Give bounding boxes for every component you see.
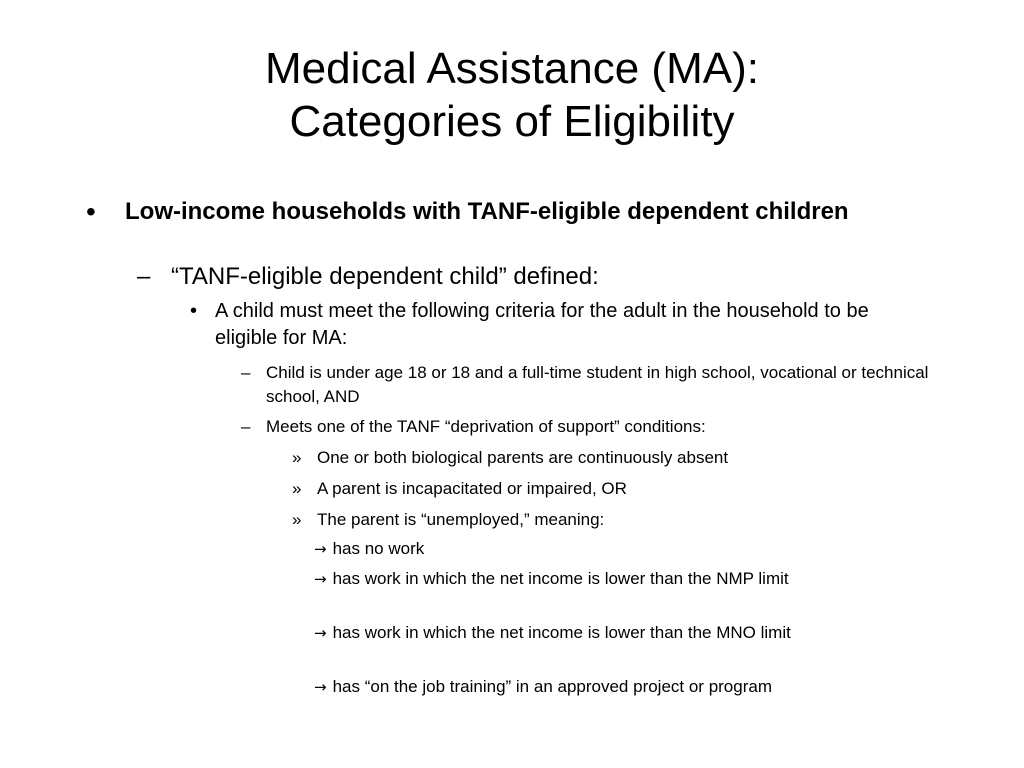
condition-parent-incapacitated: A parent is incapacitated or impaired, OR [317,479,627,498]
criterion-deprivation: Meets one of the TANF “deprivation of support” conditions: [266,417,706,436]
title-line-2: Categories of Eligibility [289,97,735,146]
arrow-right-icon: → [314,540,327,558]
meaning-text: has work in which the net income is lower than the MNO limit [332,623,791,642]
meaning-text: has no work [332,539,425,558]
meaning-job-training [314,675,954,699]
meaning-text: has work in which the net income is lower than the NMP limit [332,569,789,588]
condition-parent-unemployed: The parent is “unemployed,” meaning: [317,510,605,529]
meaning-below-mno [314,621,954,645]
dash-marker: – [137,263,151,290]
chevron-marker: » [292,479,302,498]
dash-marker: – [241,417,251,436]
condition-parent-absent: One or both biological parents are continuously absent [317,448,729,467]
chevron-marker: » [292,510,302,529]
meaning-no-work [314,537,954,561]
criterion-age-student: Child is under age 18 or 18 and a full-time student in high school, vocational or technical school, AND [266,363,929,406]
arrow-right-icon: → [314,570,327,588]
bullet-marker: • [86,196,96,227]
meaning-text: has “on the job training” in an approved project or program [332,677,772,696]
dash-marker: – [241,363,251,382]
subitem-child-criteria: A child must meet the following criteria for the adult in the household to be eligible for MA: [215,300,869,349]
arrow-right-icon: → [314,678,327,696]
bullet-low-income-households: Low-income households with TANF-eligible dependent children [125,198,849,225]
meaning-below-nmp [314,567,954,591]
slide-title [0,42,1024,148]
arrow-right-icon: → [314,624,327,642]
title-line-1: Medical Assistance (MA): [265,44,759,93]
chevron-marker: » [292,448,302,467]
subitem-tanf-definition: “TANF-eligible dependent child” defined: [171,263,599,290]
bullet-marker: • [190,300,198,322]
